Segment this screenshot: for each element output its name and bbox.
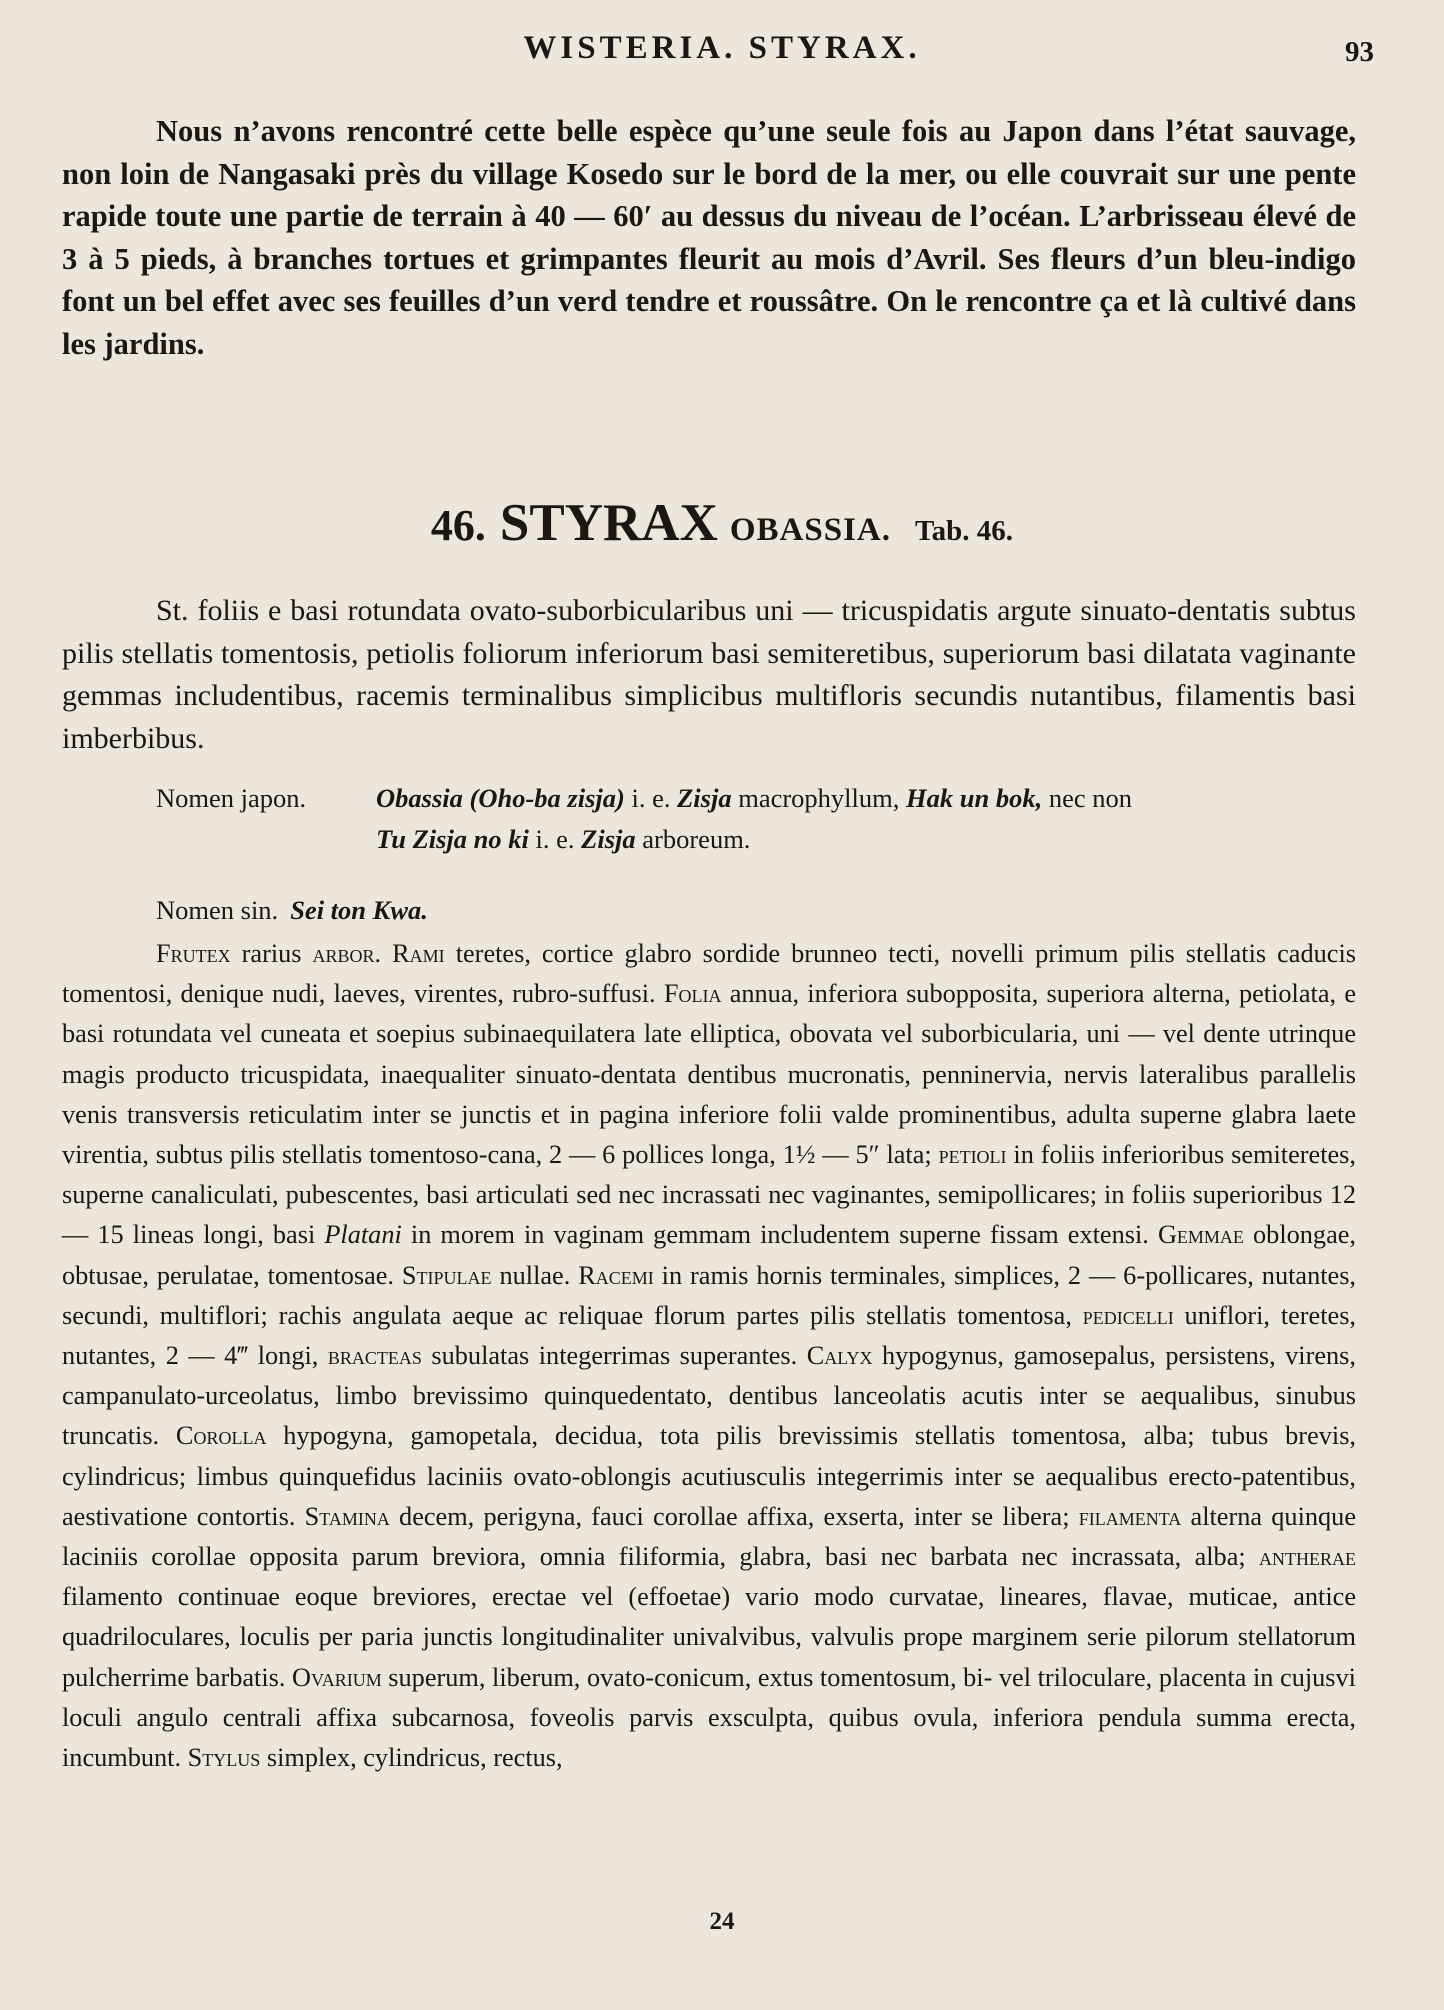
desc-text-12: hypogynus, gamosepalus, persistens, virens, campanulato-urceolatus, limbo brevissimo quinquedentato, dentibus lanceolatis acutis inter se aequalibus, sinubus truncatis. [62, 1341, 1356, 1451]
desc-text-8: nullae. [491, 1260, 579, 1290]
desc-text-7: oblongae, obtusae, perulatae, tomentosae. [62, 1220, 1356, 1290]
term-gemmae: Gemmae [1157, 1220, 1244, 1250]
chinese-name-label: Nomen sin. [156, 895, 279, 925]
running-title: WISTERIA. STYRAX. [523, 30, 921, 66]
desc-text-10: uniflori, teretes, nutantes, 2 — 4‴ longi, [62, 1300, 1357, 1371]
desc-text-11: subulatas integerrimas superantes. [421, 1341, 807, 1371]
term-frutex: Frutex [156, 939, 231, 968]
name-nec-non: nec non [1048, 783, 1133, 813]
intro-paragraph: Nous n’avons rencontré cette belle espèce qu’une seule fois au Japon dans l’état sauvage, non loin de Nangasaki près du village Kosedo sur le bord de la mer, ou elle couvrait sur une pente rapide toute une partie de terrain à 40 — 60′ au dessus du niveau de l’océan. L’arbrisseau élevé de 3 à 5 pieds, à branches tortues et grimpantes fleurit au mois d’Avril. Ses fleurs d’un bleu-indigo font un bel effet avec ses feuilles d’un verd tendre et roussâtre. On le rencontre ça et là cultivé dans les jardins. [62, 114, 1356, 361]
desc-text-6: in morem in vaginam gemmam includentem superne fissam extensi. [401, 1220, 1158, 1250]
name-zisja-2: Zisja [581, 824, 636, 854]
name-macrophyllum: macrophyllum, [738, 783, 900, 813]
species-epithet: OBASSIA. [729, 512, 891, 548]
term-ovarium: Ovarium [292, 1662, 382, 1692]
page-header [0, 30, 1444, 80]
japanese-name-label: Nomen japon. [156, 783, 307, 813]
desc-text-17: superum, liberum, ovato-conicum, extus tomentosum, bi- vel triloculare, placenta in cujusvi loculi angulo centrali affixa subcarnosa, foveolis parvis exsculpta, quibus ovula, inferiora pendula summa erecta, incumbunt. [62, 1662, 1356, 1773]
desc-text-16: filamento continuae eoque breviores, erectae vel (effoetae) vario modo curvatae, lineares, flavae, muticae, antice quadriloculares, loculis per paria junctis longitudinaliter univalvibus, valvulis prope marginem serie pilorum stellatorum pulcherrime barbatis. [62, 1582, 1356, 1692]
desc-text-2 [381, 939, 392, 968]
name-ie-2: i. e. [535, 824, 575, 854]
term-platani: Platani [324, 1220, 402, 1250]
term-filamenta: filamenta [1078, 1501, 1182, 1531]
name-ie-1: i. e. [631, 783, 671, 813]
name-oho-ba-zisja: (Oho-ba zisja) [469, 783, 625, 813]
term-folia: Folia [663, 979, 722, 1009]
name-hak-un-bok: Hak un bok, [906, 783, 1043, 813]
desc-text-15: alterna quinque laciniis corollae opposita parum breviora, omnia filiformia, glabra, basi nec barbata nec incrassata, alba; [62, 1501, 1356, 1572]
genus-name: STYRAX [499, 494, 718, 552]
name-arboreum: arboreum. [642, 824, 751, 854]
chinese-name-row [62, 890, 1356, 931]
term-arbor: arbor. [312, 939, 382, 968]
japanese-name-row [62, 778, 1356, 860]
term-stipulae: Stipulae [401, 1260, 492, 1290]
species-number: 46. [430, 501, 486, 550]
name-tu-zisja-no-ki: Tu Zisja no ki [376, 824, 529, 854]
name-zisja-1: Zisja [677, 783, 732, 813]
term-calyx: Calyx [806, 1341, 873, 1371]
species-heading [0, 493, 1444, 553]
page-number: 93 [1345, 36, 1374, 68]
description-paragraph [62, 934, 1356, 1778]
term-petioli: petioli [938, 1140, 1007, 1170]
chinese-name-value: Sei ton Kwa. [290, 895, 428, 925]
term-stamina: Stamina [304, 1501, 390, 1531]
term-racemi: Racemi [578, 1260, 654, 1290]
term-corolla: Corolla [175, 1421, 267, 1451]
desc-text-13: hypogyna, gamopetala, decidua, tota pilis brevissimis stellatis tomentosa, alba; tubus brevis, cylindricus; limbus quinquefidus laciniis ovato-oblongis acutiusculis integerrimis inter se aequalibus erecto-patentibus, aestivatione contortis. [62, 1421, 1357, 1531]
desc-text-5: in foliis inferioribus semiteretes, superne canaliculati, pubescentes, basi articulati sed nec incrassati nec vaginantes, semipollicares; in foliis superioribus 12 — 15 lineas longi, basi [62, 1140, 1356, 1250]
name-obassia: Obassia [376, 783, 463, 813]
desc-text-14: decem, perigyna, fauci corollae affixa, exserta, inter se libera; [389, 1501, 1079, 1531]
plate-reference: Tab. 46. [915, 515, 1014, 547]
desc-text-4: annua, inferiora subopposita, superiora alterna, petiolata, e basi rotundata vel cuneata et soepius subinaequilatera late elliptica, obovata vel suborbicularia, uni — vel dente utrinque magis producto tricuspidata, inaequaliter sinuato-dentata dentibus mucronatis, penninervia, nervis lateralibus parallelis venis transversis reticulatim inter se junctis et in pagina inferiore folii valde prominentibus, adulta superne glabra laete virentia, subtus pilis stellatis tomentoso-cana, 2 — 6 pollices longa, 1½ — 5″ lata; [62, 979, 1356, 1170]
desc-text-1: rarius [230, 939, 313, 968]
term-antherae: antherae [1259, 1542, 1356, 1572]
desc-text-3: teretes, cortice glabro sordide brunneo tecti, novelli primum pilis stellatis caducis tomentosi, denique nudi, laeves, virentes, rubro-suffusi. [62, 939, 1356, 1009]
desc-text-18: simplex, cylindricus, rectus, [260, 1743, 563, 1773]
term-stylus: Stylus [187, 1743, 261, 1773]
term-pedicelli: pedicelli [1082, 1300, 1174, 1330]
japanese-name-text [376, 778, 1356, 860]
term-rami: Rami [392, 939, 445, 968]
diagnosis-paragraph: St. foliis e basi rotundata ovato-suborbicularibus uni — tricuspidatis argute sinuato-dentatis subtus pilis stellatis tomentosis, petiolis foliorum inferiorum basi semiteretibus, superiorum basi dilatata vaginante gemmas includentibus, racemis terminalibus simplicibus multifloris secundis nutantibus, filamentis basi imberbibus. [62, 594, 1356, 755]
signature-mark: 24 [709, 1908, 735, 1935]
desc-text-9: in ramis hornis terminales, simplices, 2 — 6-pollicares, nutantes, secundi, multiflori; rachis angulata aeque ac reliquae florum partes pilis stellatis tomentosa, [62, 1260, 1357, 1330]
term-bracteas: bracteas [327, 1341, 422, 1371]
vernacular-names [62, 778, 1356, 931]
